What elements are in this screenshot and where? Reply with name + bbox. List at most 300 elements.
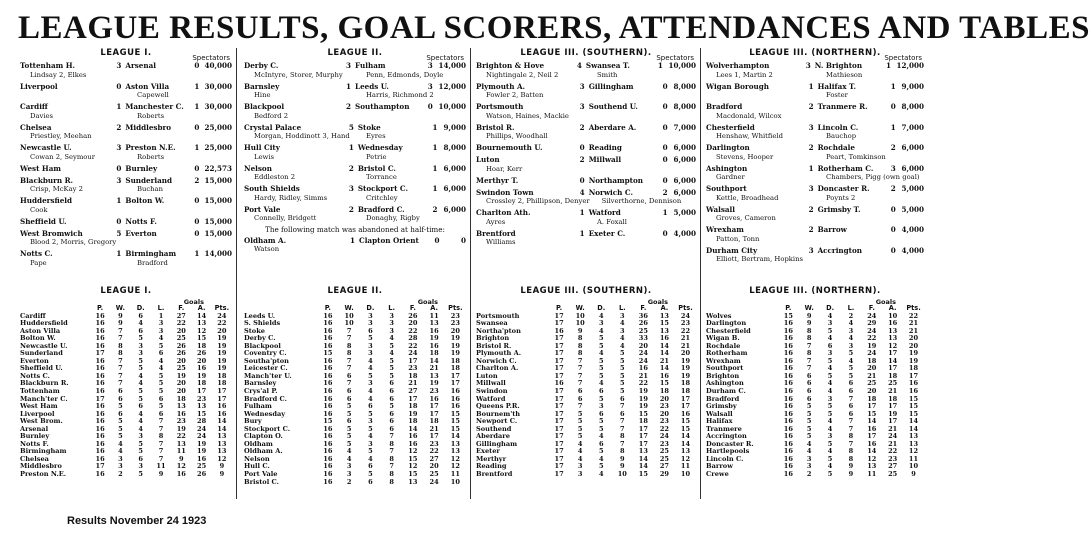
section-heading: LEAGUE II.: [327, 48, 383, 58]
table-cell: 4: [598, 326, 604, 335]
match-score-row: [476, 103, 696, 112]
home-team: West Bromwich: [20, 228, 83, 238]
table-cell: 16: [783, 470, 793, 479]
table-cell: 18: [217, 379, 227, 388]
table-cell: 4: [598, 470, 604, 479]
match-result: [244, 83, 466, 100]
match-result: [20, 103, 232, 120]
home-score: 2: [808, 204, 814, 214]
table-cell: 17: [554, 447, 564, 456]
table-cell: 5: [368, 470, 373, 479]
team-name: Brentford: [476, 470, 513, 479]
table-cell: 16: [323, 409, 333, 418]
table-cell: 20: [908, 334, 919, 343]
table-cell: 23: [680, 319, 691, 328]
table-cell: 20: [638, 341, 648, 350]
table-cell: 4: [827, 311, 833, 320]
table-cell: 17: [554, 424, 564, 433]
table-cell: 7: [158, 439, 164, 448]
team-name: Arsenal: [20, 424, 49, 433]
table-cell: 6: [806, 394, 812, 403]
attendance: 6,000: [443, 163, 467, 173]
away-score: 1: [194, 143, 200, 152]
column-header: W.: [575, 304, 585, 312]
attendance: 5,000: [901, 184, 924, 193]
table-cell: 3: [368, 439, 373, 448]
away-team: Lincoln C.: [817, 122, 859, 132]
table-cell: 10: [450, 477, 460, 486]
table-cell: 20: [659, 409, 670, 418]
away-score: 3: [427, 61, 433, 70]
table-cell: 18: [429, 417, 439, 426]
table-cell: 16: [429, 341, 439, 350]
table-cell: 22: [867, 334, 877, 343]
table-cell: 16: [783, 387, 793, 396]
home-team: Newcastle U.: [20, 143, 72, 152]
table-cell: 5: [577, 424, 583, 433]
table-cell: 7: [389, 447, 394, 456]
table-cell: 3: [827, 394, 833, 403]
team-name: Leicester C.: [244, 364, 288, 373]
home-score: 3: [808, 122, 814, 132]
table-cell: 17: [680, 394, 691, 403]
table-cell: 6: [138, 454, 143, 463]
table-cell: 15: [659, 319, 670, 328]
table-cell: 5: [827, 326, 833, 335]
away-scorers: Poynts 2: [826, 193, 856, 202]
table-cell: 5: [827, 356, 833, 365]
home-score: 3: [805, 61, 811, 70]
match-score-row: [244, 165, 466, 174]
home-team: Crystal Palace: [244, 122, 302, 132]
table-cell: 8: [389, 470, 394, 479]
away-team: Tranmere R.: [817, 102, 868, 111]
away-scorers: Chambers, Pigg (own goal): [826, 173, 920, 181]
scorers-row: [706, 132, 924, 141]
away-team: Notts F.: [125, 216, 157, 226]
table-cell: 6: [389, 409, 394, 418]
home-score: 4: [579, 187, 585, 197]
match-result: [20, 218, 232, 227]
table-cell: 24: [638, 349, 648, 358]
scorers-row: [706, 194, 924, 203]
match-result: [244, 185, 466, 202]
home-scorers: Elliott, Bertram, Hopkins: [716, 255, 803, 263]
team-name: West Brom.: [20, 417, 63, 426]
table-cell: 22: [408, 341, 418, 350]
table-heading: LEAGUE III. (NORTHERN).: [749, 286, 881, 296]
scorers-row: [244, 214, 466, 223]
table-cell: 9: [118, 311, 123, 320]
table-cell: 16: [323, 439, 333, 448]
away-team: Watford: [588, 208, 621, 217]
table-cell: 17: [638, 439, 648, 448]
attendance: 6,000: [443, 184, 467, 193]
table-cell: 5: [827, 409, 833, 418]
away-team: Aston Villa: [125, 81, 170, 91]
match-score-row: [20, 218, 232, 227]
home-score: 2: [348, 163, 354, 173]
table-cell: 15: [680, 424, 691, 433]
away-scorers: Peart, Tomkinson: [826, 152, 886, 161]
home-scorers: Morgan, Hoddinott 3, Hand: [254, 132, 350, 140]
home-scorers: Watson: [254, 245, 280, 253]
away-score: 0: [194, 196, 200, 205]
table-cell: 8: [118, 341, 123, 350]
attendance: 6,000: [901, 163, 924, 173]
attendance: 7,000: [901, 122, 924, 132]
home-team: Oldham A.: [244, 235, 287, 245]
home-scorers: Hardy, Ridley, Simms: [254, 193, 328, 202]
scorers-row: [244, 71, 466, 80]
table-cell: 22: [176, 319, 186, 328]
attendance: 10,000: [668, 61, 697, 70]
away-scorers: [354, 245, 466, 254]
away-team: Exeter C.: [588, 228, 626, 238]
table-cell: 17: [196, 387, 207, 396]
scorers-row: [20, 153, 232, 162]
table-cell: 17: [888, 402, 898, 411]
scorers-row: [706, 71, 924, 80]
table-cell: 18: [867, 394, 877, 403]
table-cell: 16: [323, 447, 333, 456]
table-cell: 3: [577, 462, 583, 471]
table-cell: 3: [806, 454, 812, 463]
table-cell: 5: [389, 356, 394, 365]
table-cell: 16: [95, 319, 105, 328]
table-cell: 7: [848, 439, 854, 448]
table-cell: 21: [408, 379, 418, 388]
match-result: [476, 189, 696, 206]
scorers-row: [20, 185, 232, 194]
table-cell: 6: [577, 387, 583, 396]
table-cell: 11: [867, 470, 877, 479]
table-cell: 17: [554, 417, 564, 426]
table-cell: 16: [554, 326, 564, 335]
match-score-row: [20, 197, 232, 206]
table-cell: 7: [620, 402, 625, 411]
spectators-label: Spectators: [884, 54, 922, 62]
table-cell: 16: [323, 356, 333, 365]
team-name: Northa'pton: [476, 326, 521, 335]
team-name: Oldham: [244, 439, 273, 448]
table-cell: 6: [389, 394, 394, 403]
away-score: 0: [194, 216, 200, 226]
table-cell: 13: [217, 447, 227, 456]
away-score: 1: [890, 122, 896, 132]
table-cell: 18: [450, 356, 460, 365]
table-cell: 4: [577, 447, 583, 456]
away-score: 1: [194, 249, 200, 258]
away-team: Burnley: [125, 163, 158, 173]
table-cell: 16: [217, 402, 227, 411]
attendance: 6,000: [443, 204, 467, 214]
table-cell: 16: [95, 470, 105, 479]
team-name: Bolton W.: [20, 334, 56, 343]
table-cell: 4: [598, 311, 604, 320]
table-cell: 7: [158, 417, 164, 426]
table-cell: 6: [346, 387, 352, 396]
attendance: 4,000: [673, 228, 696, 238]
attendance: 14,000: [438, 61, 467, 70]
away-score: 1: [432, 163, 438, 173]
table-cell: 16: [783, 334, 793, 343]
scorers-row: [706, 112, 924, 121]
table-cell: 6: [138, 326, 143, 335]
team-name: Brighton: [706, 371, 740, 380]
home-scorers: Nightingale 2, Neil 2: [486, 70, 559, 79]
table-cell: 18: [408, 402, 418, 411]
away-team: Gillingham: [588, 81, 634, 91]
table-cell: 21: [638, 371, 648, 380]
match-result: [706, 247, 924, 264]
team-name: Norwich C.: [476, 356, 517, 365]
table-cell: 11: [176, 447, 186, 456]
table-cell: 6: [848, 387, 854, 396]
home-team: Blackpool: [244, 102, 285, 111]
table-cell: 16: [783, 341, 793, 350]
table-cell: 13: [659, 326, 670, 335]
table-cell: 5: [368, 447, 373, 456]
team-name: Bristol C.: [244, 477, 279, 486]
table-cell: 6: [368, 477, 373, 486]
table-cell: 4: [848, 319, 854, 328]
abandoned-note: The following match was abandoned at half-time:: [265, 225, 445, 234]
match-result: [244, 165, 466, 182]
away-score: 0: [427, 102, 433, 111]
table-cell: 19: [217, 356, 227, 365]
team-name: Bradford: [706, 394, 740, 403]
scorers-row: [476, 112, 696, 121]
table-cell: 12: [408, 462, 418, 471]
table-cell: 17: [450, 371, 460, 380]
table-cell: 4: [368, 394, 373, 403]
table-cell: 4: [138, 379, 143, 388]
table-cell: 20: [176, 379, 186, 388]
table-cell: 7: [346, 379, 352, 388]
attendance: 8,000: [673, 102, 696, 111]
table-cell: 5: [389, 402, 394, 411]
match-score-row: [244, 206, 466, 215]
attendance: 15,000: [204, 228, 232, 238]
table-cell: 7: [389, 432, 394, 441]
table-cell: 5: [138, 334, 143, 343]
team-name: Hull C.: [244, 462, 270, 471]
table-cell: 16: [783, 417, 793, 426]
team-name: Durham C.: [706, 387, 746, 396]
table-league3-northern: [706, 286, 924, 479]
team-name: Walsall: [706, 409, 733, 418]
table-cell: 6: [806, 379, 812, 388]
team-name: Huddersfield: [20, 319, 68, 328]
table-cell: 16: [659, 334, 670, 343]
table-cell: 21: [867, 371, 877, 380]
table-cell: 5: [118, 424, 123, 433]
table-cell: 3: [138, 432, 143, 441]
home-score: 2: [579, 122, 585, 132]
table-cell: 17: [554, 356, 564, 365]
away-score: 0: [194, 61, 200, 70]
table-cell: 16: [783, 319, 793, 328]
table-cell: 19: [867, 341, 877, 350]
table-cell: 15: [680, 417, 691, 426]
table-cell: 17: [554, 394, 564, 403]
table-cell: 21: [680, 334, 691, 343]
away-team: Everton: [125, 228, 157, 238]
table-cell: 6: [577, 394, 583, 403]
table-cell: 4: [620, 319, 625, 328]
match-score-row: [20, 62, 232, 71]
team-name: Merthyr: [476, 454, 507, 463]
table-cell: 4: [827, 334, 833, 343]
table-cell: 7: [389, 462, 394, 471]
match-result: [20, 197, 232, 214]
attendance: 12,000: [438, 81, 467, 91]
home-score: 1: [579, 208, 585, 217]
match-result: [706, 226, 924, 243]
table-cell: 8: [389, 477, 394, 486]
scorers-row: [706, 153, 924, 162]
table-cell: 21: [659, 356, 670, 365]
table-cell: 25: [888, 379, 898, 388]
table-cell: 5: [346, 409, 352, 418]
table-cell: 23: [450, 319, 460, 328]
match-score-row: [476, 189, 696, 198]
away-score: 2: [662, 187, 668, 197]
home-team: Wigan Borough: [706, 81, 770, 91]
table-cell: 18: [680, 387, 691, 396]
column-header: A.: [888, 304, 897, 312]
home-score: 4: [576, 61, 582, 70]
table-cell: 16: [783, 326, 793, 335]
table-cell: 19: [638, 387, 648, 396]
team-name: Portsmouth: [476, 311, 520, 320]
match-result: [20, 177, 232, 194]
table-cell: 3: [368, 417, 373, 426]
scorers-row: [706, 214, 924, 223]
home-score: 3: [808, 184, 814, 193]
team-name: Doncaster R.: [706, 439, 754, 448]
away-scorers: Silverthorne, Dennison: [601, 197, 682, 205]
home-score: 1: [116, 196, 122, 205]
column-header: L.: [157, 304, 165, 312]
table-heading: LEAGUE I.: [100, 286, 152, 296]
table-cell: 14: [217, 417, 227, 426]
team-name: Chelsea: [20, 454, 49, 463]
home-scorers: Pape: [30, 258, 47, 267]
table-cell: 22: [638, 379, 648, 388]
column-divider: [236, 48, 237, 499]
home-team: Plymouth A.: [476, 81, 526, 91]
team-name: Ashington: [706, 379, 744, 388]
match-score-row: [706, 144, 924, 153]
home-scorers: Ayres: [486, 217, 506, 226]
table-cell: 19: [638, 402, 648, 411]
table-cell: 24: [196, 424, 207, 433]
table-cell: 6: [848, 379, 854, 388]
table-cell: 13: [888, 326, 898, 335]
table-cell: 16: [196, 454, 207, 463]
column-header: Pts.: [448, 304, 463, 312]
attendance: 6,000: [673, 143, 696, 152]
match-result: [706, 103, 924, 120]
away-scorers: [585, 238, 696, 247]
home-score: 5: [348, 122, 354, 132]
away-scorers: Critchley: [366, 193, 398, 202]
team-name: Millwall: [476, 379, 506, 388]
table-cell: 2: [346, 477, 352, 486]
attendance: 14,000: [204, 249, 232, 258]
home-team: Liverpool: [20, 81, 58, 91]
table-cell: 17: [408, 356, 418, 365]
table-cell: 13: [176, 402, 186, 411]
home-score: 0: [116, 163, 122, 173]
goals-label: Goals: [875, 298, 896, 306]
table-cell: 15: [783, 311, 793, 320]
table-cell: 11: [908, 454, 919, 463]
table-cell: 16: [323, 424, 333, 433]
away-score: 2: [194, 175, 200, 185]
table-cell: 17: [554, 371, 564, 380]
home-team: Tottenham H.: [20, 61, 76, 70]
team-name: Wigan B.: [706, 334, 740, 343]
away-scorers: [814, 255, 924, 264]
match-result: [476, 144, 696, 153]
team-name: Manch'ter C.: [20, 394, 68, 403]
column-header: D.: [826, 304, 835, 312]
team-name: Notts C.: [20, 371, 50, 380]
table-cell: 6: [848, 402, 854, 411]
table-cell: 22: [176, 432, 186, 441]
match-score-row: [20, 230, 232, 239]
table-cell: 16: [908, 379, 919, 388]
table-cell: 19: [450, 341, 460, 350]
spectators-label: Spectators: [656, 54, 694, 62]
scorers-row: [706, 173, 924, 182]
table-cell: 3: [138, 462, 143, 471]
team-name: Fulham: [244, 402, 272, 411]
table-cell: 3: [827, 319, 833, 328]
match-score-row: [476, 62, 696, 71]
table-cell: 16: [867, 424, 877, 433]
table-cell: 17: [554, 439, 564, 448]
table-cell: 4: [368, 432, 373, 441]
table-cell: 20: [176, 356, 186, 365]
team-name: Nelson: [244, 454, 270, 463]
column-header: W.: [804, 304, 814, 312]
table-cell: 16: [95, 387, 105, 396]
table-cell: 9: [620, 454, 625, 463]
away-score: 2: [890, 184, 896, 193]
table-cell: 27: [429, 454, 439, 463]
table-cell: 16: [783, 402, 793, 411]
table-cell: 8: [118, 349, 123, 358]
column-header: P.: [556, 304, 563, 312]
away-team: Southend U.: [588, 102, 638, 111]
table-cell: 5: [158, 371, 164, 380]
match-score-row: [20, 124, 232, 133]
table-cell: 16: [95, 371, 105, 380]
table-cell: 9: [806, 319, 812, 328]
table-cell: 5: [598, 364, 604, 373]
table-cell: 5: [598, 462, 604, 471]
table-cell: 7: [118, 356, 123, 365]
table-cell: 20: [450, 326, 460, 335]
attendance: 40,000: [204, 61, 232, 70]
scorers-row: [20, 112, 232, 121]
table-cell: 19: [196, 447, 207, 456]
table-cell: 19: [450, 349, 460, 358]
